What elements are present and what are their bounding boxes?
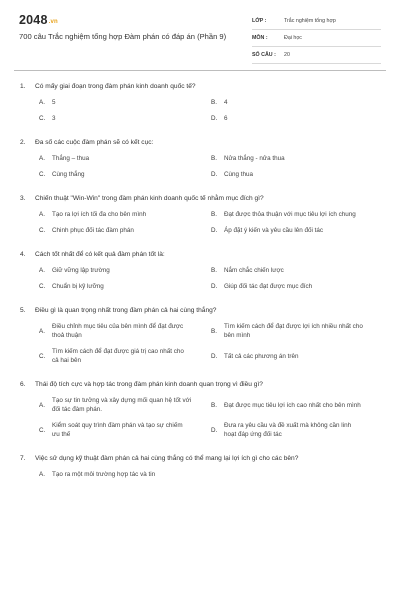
option-grid (20, 154, 382, 179)
option-grid (20, 470, 382, 479)
question-number: 2. (20, 139, 26, 146)
option-d[interactable] (211, 347, 383, 365)
meta-value: 20 (284, 52, 290, 58)
question-number: 5. (20, 307, 26, 314)
option-text: Đạt được thỏa thuận với mục tiêu lợi ích chung (224, 211, 356, 218)
option-d[interactable] (211, 114, 383, 123)
option-letter: B. (211, 401, 217, 409)
question (20, 194, 382, 235)
question-text: Việc sử dụng kỹ thuật đàm phán cả hai cùng thắng có thể mang lại lợi ích gì cho các bên? (35, 455, 299, 462)
option-letter: C. (39, 426, 46, 434)
page-title: 700 câu Trắc nghiệm tổng hợp Đàm phán có đáp án (Phần 9) (19, 32, 227, 41)
option-letter: A. (39, 211, 45, 218)
option-letter: A. (39, 401, 45, 409)
option-text: Giữ vững lập trường (52, 267, 110, 274)
option-d[interactable] (211, 170, 383, 179)
option-letter: C. (39, 283, 46, 290)
question-text: Điều gì là quan trọng nhất trong đàm phán cả hai cùng thắng? (35, 307, 217, 314)
option-text: Thắng – thua (52, 155, 90, 162)
option-c[interactable] (39, 114, 211, 123)
option-letter: C. (39, 115, 46, 122)
option-text: Tìm kiếm cách để đạt được lợi ích nhiều nhất cho bên mình (224, 323, 363, 339)
option-grid (20, 98, 382, 123)
option-a[interactable] (39, 322, 211, 340)
exam-meta (252, 13, 381, 64)
option-c[interactable] (39, 347, 211, 365)
option-text: Tìm kiếm cách để đạt được giá trị cao nhất cho cả hai bên (52, 348, 184, 364)
option-b[interactable] (211, 396, 383, 414)
question (20, 250, 382, 291)
option-text: Kiểm soát quy trình đàm phán và tạo sự chiếm ưu thế (52, 422, 183, 438)
option-text: Cùng thắng (52, 171, 85, 178)
option-letter: A. (39, 99, 45, 106)
option-b[interactable] (211, 210, 383, 219)
option-letter: B. (211, 267, 217, 274)
option-letter: B. (211, 211, 217, 218)
option-grid (20, 322, 382, 365)
question-number: 1. (20, 83, 26, 90)
option-letter: B. (211, 99, 217, 106)
option-letter: D. (211, 171, 218, 178)
option-b[interactable] (211, 266, 383, 275)
option-letter: A. (39, 327, 45, 335)
option-text: Tạo ra lợi ích tối đa cho bên mình (52, 211, 147, 218)
option-text: Nửa thắng - nửa thua (224, 155, 285, 162)
option-a[interactable] (39, 210, 211, 219)
option-d[interactable] (211, 421, 383, 439)
question-text: Thái độ tích cực và hợp tác trong đàm phán kinh doanh quan trọng vì điều gì? (35, 381, 263, 388)
option-text: Đạt được mục tiêu lợi ích cao nhất cho bên mình (224, 401, 361, 409)
question-number: 7. (20, 455, 26, 462)
question-text: Có mấy giai đoạn trong đàm phán kinh doanh quốc tế? (35, 83, 196, 90)
option-text: Tạo sự tin tưởng và xây dựng mối quan hệ tốt với đối tác đàm phán. (52, 397, 192, 413)
question (20, 306, 382, 365)
option-letter: D. (211, 352, 218, 360)
option-text: Đưa ra yêu cầu và đề xuất mà không cần linh hoạt đáp ứng đối tác (224, 422, 352, 438)
option-c[interactable] (39, 226, 211, 235)
option-text: 4 (224, 99, 228, 106)
option-text: Nắm chắc chiến lược (224, 267, 284, 274)
meta-value: Đại học (284, 35, 302, 41)
option-letter: C. (39, 171, 46, 178)
option-text: Điều chỉnh mục tiêu của bên mình để đạt được thoả thuận (52, 323, 184, 339)
option-a[interactable] (39, 266, 211, 275)
option-text: Tất cả các phương án trên (224, 352, 299, 360)
option-grid (20, 266, 382, 291)
option-letter: D. (211, 426, 218, 434)
option-d[interactable] (211, 226, 383, 235)
option-b[interactable] (211, 98, 383, 107)
option-b[interactable] (211, 322, 383, 340)
option-a[interactable] (39, 154, 211, 163)
option-letter: D. (211, 283, 218, 290)
meta-label: SỐ CÂU : (252, 52, 276, 58)
option-letter: B. (211, 327, 217, 335)
option-a[interactable] (39, 470, 211, 479)
option-letter: D. (211, 115, 218, 122)
option-a[interactable] (39, 98, 211, 107)
option-letter: C. (39, 227, 46, 234)
option-c[interactable] (39, 282, 211, 291)
question-number: 3. (20, 195, 26, 202)
option-text: Tạo ra một môi trường hợp tác và tin (52, 471, 156, 478)
question-number: 6. (20, 381, 26, 388)
logo-text: 2048 (19, 13, 48, 27)
question-text: Đa số các cuộc đàm phán sẽ có kết cục: (35, 139, 154, 146)
question (20, 454, 382, 479)
meta-value: Trắc nghiệm tổng hợp (284, 18, 336, 24)
logo-suffix: .vn (48, 19, 58, 25)
option-letter: D. (211, 227, 218, 234)
option-text: 6 (224, 115, 228, 122)
meta-row-subject (252, 30, 381, 47)
question (20, 138, 382, 179)
option-a[interactable] (39, 396, 211, 414)
meta-label: MÔN : (252, 35, 268, 41)
option-text: Chuẩn bị kỹ lưỡng (52, 283, 104, 290)
option-letter: A. (39, 155, 45, 162)
option-letter: A. (39, 267, 45, 274)
option-text: Áp đặt ý kiến và yêu cầu lên đối tác (224, 227, 324, 234)
meta-row-class (252, 13, 381, 30)
meta-row-count (252, 47, 381, 64)
option-letter: A. (39, 471, 45, 478)
option-text: Chinh phục đối tác đàm phán (52, 227, 134, 234)
option-grid (20, 396, 382, 439)
question-number: 4. (20, 251, 26, 258)
option-letter: B. (211, 155, 217, 162)
meta-label: LỚP : (252, 18, 267, 24)
question-text: Chiến thuật "Win-Win" trong đàm phán kinh doanh quốc tế nhằm mục đích gì? (35, 195, 264, 202)
question (20, 380, 382, 439)
question-list (20, 82, 382, 494)
option-text: 3 (52, 115, 56, 122)
option-c[interactable] (39, 170, 211, 179)
option-d[interactable] (211, 282, 383, 291)
question-text: Cách tốt nhất để có kết quả đàm phán tốt là: (35, 251, 165, 258)
header-divider (14, 70, 386, 71)
option-grid (20, 210, 382, 235)
question (20, 82, 382, 123)
option-letter: C. (39, 352, 46, 360)
option-text: 5 (52, 99, 56, 106)
option-c[interactable] (39, 421, 211, 439)
page-header (0, 0, 400, 62)
option-text: Cùng thua (224, 171, 254, 178)
site-logo[interactable] (19, 13, 58, 27)
option-b[interactable] (211, 154, 383, 163)
option-text: Giúp đối tác đạt được mục đích (224, 283, 313, 290)
